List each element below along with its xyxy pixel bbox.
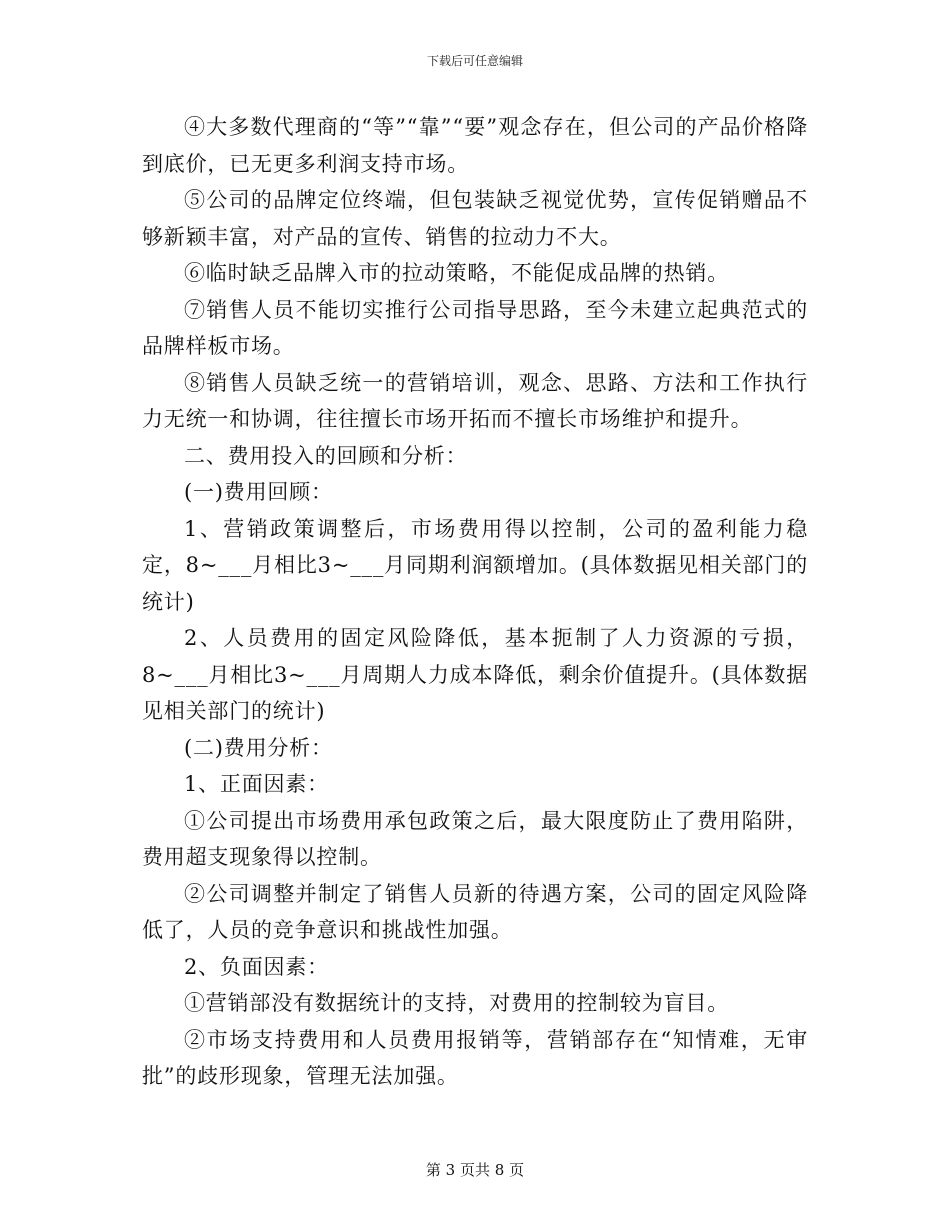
negative-factors-heading: 2、负面因素： <box>184 954 329 979</box>
paragraph-item-7: ⑦销售人员不能切实推行公司指导思路，至今未建立起典范式的品牌样板市场。 <box>142 297 808 358</box>
page-header: 下载后可任意编辑 <box>426 54 523 68</box>
positive-item-2: ②公司调整并制定了销售人员新的待遇方案，公司的固定风险降低了，人员的竞争意识和挑战性加强。 <box>142 881 808 942</box>
paragraph-item-4: ④大多数代理商的“等”“靠”“要”观念存在，但公司的产品价格降到底价，已无更多利润支持市场。 <box>142 115 808 176</box>
review-item-1: 1、营销政策调整后，市场费用得以控制，公司的盈利能力稳定，8~___月相比3~___月同期利润额增加。(具体数据见相关部门的统计) <box>142 516 808 614</box>
section-heading: 二、费用投入的回顾和分析： <box>184 443 468 468</box>
page-footer: 第 3 页共 8 页 <box>425 1161 525 1179</box>
negative-item-2: ②市场支持费用和人员费用报销等，营销部存在“知情难，无审批”的歧形现象，管理无法加强。 <box>142 1027 808 1088</box>
subsection-heading-review: (一)费用回顾： <box>184 480 333 504</box>
review-item-2: 2、人员费用的固定风险降低，基本扼制了人力资源的亏损，8~___月相比3~___月周期人力成本降低，剩余价值提升。(具体数据见相关部门的统计) <box>142 626 808 723</box>
paragraph-item-5: ⑤公司的品牌定位终端，但包装缺乏视觉优势，宣传促销赠品不够新颖丰富，对产品的宣传、销售的拉动力不大。 <box>142 188 808 249</box>
positive-item-1: ①公司提出市场费用承包政策之后，最大限度防止了费用陷阱，费用超支现象得以控制。 <box>142 808 808 869</box>
paragraph-item-8: ⑧销售人员缺乏统一的营销培训，观念、思路、方法和工作执行力无统一和协调，往往擅长市场开拓而不擅长市场维护和提升。 <box>142 370 808 431</box>
subsection-heading-analysis: (二)费用分析： <box>184 735 333 760</box>
negative-item-1: ①营销部没有数据统计的支持，对费用的控制较为盲目。 <box>184 991 729 1015</box>
positive-factors-heading: 1、正面因素： <box>184 772 329 796</box>
paragraph-item-6: ⑥临时缺乏品牌入市的拉动策略，不能促成品牌的热销。 <box>184 261 729 285</box>
document-body <box>142 109 808 1095</box>
